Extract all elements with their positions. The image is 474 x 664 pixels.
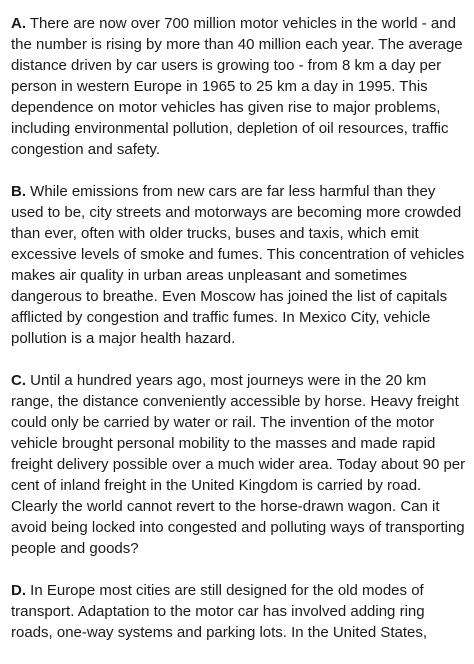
- paragraph-letter: B.: [11, 183, 26, 200]
- paragraph-letter: A.: [11, 15, 26, 32]
- paragraph-d: [11, 580, 469, 643]
- paragraph-c: [11, 370, 469, 559]
- paragraph-text: There are now over 700 million motor vehicles in the world - and the number is rising by more than 40 million each year. The average distance driven by car users is growing too - from 8 km a day per person in western Europe in 1965 to 25 km a day in 1995. This dependence on motor vehicles has given rise to major problems, including environmental pollution, depletion of oil resources, traffic congestion and safety.: [11, 15, 463, 158]
- paragraph-text: Until a hundred years ago, most journeys were in the 20 km range, the distance conveniently accessible by horse. Heavy freight could only be carried by water or rail. The invention of the motor vehicle brought personal mobility to the masses and made rapid freight delivery possible over a much wider area. Today about 90 per cent of inland freight in the United Kingdom is carried by road. Clearly the world cannot revert to the horse-drawn wagon. Can it avoid being locked into congested and polluting ways of transporting people and goods?: [11, 372, 466, 557]
- paragraph-text: While emissions from new cars are far less harmful than they used to be, city streets and motorways are becoming more crowded than ever, often with older trucks, buses and taxis, which emit excessive levels of smoke and fumes. This concentration of vehicles makes air quality in urban areas unpleasant and sometimes dangerous to breathe. Even Moscow has joined the list of capitals afflicted by congestion and traffic fumes. In Mexico City, vehicle pollution is a major health hazard.: [11, 183, 465, 347]
- paragraph-text: In Europe most cities are still designed for the old modes of transport. Adaptation to the motor car has involved adding ring roads, one-way systems and parking lots. In the United States,: [11, 582, 428, 641]
- paragraph-b: [11, 181, 469, 349]
- paragraph-letter: D.: [11, 582, 26, 599]
- paragraph-a: [11, 13, 469, 160]
- document-body: [11, 13, 469, 664]
- paragraph-letter: C.: [11, 372, 26, 389]
